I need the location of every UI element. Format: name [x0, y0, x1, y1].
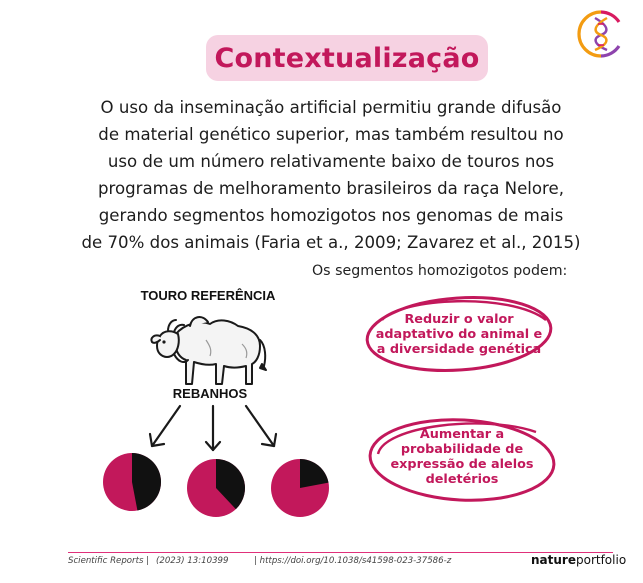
intro-line: de material genético superior, mas também resultou no [98, 125, 564, 144]
intro-paragraph [60, 94, 602, 256]
effect-line: adaptativo do animal e [375, 327, 543, 342]
effect-increase-text [364, 427, 560, 487]
effect-line: expressão de alelos [390, 457, 534, 472]
segments-label: Os segmentos homozigotos podem: [312, 263, 568, 279]
intro-line: programas de melhoramento brasileiros da raça Nelore, [97, 179, 564, 198]
intro-line: O uso da inseminação artificial permitiu grande difusão [100, 98, 562, 117]
pie-chart-herd-2 [185, 457, 247, 519]
page-title: Contextualização [214, 42, 480, 74]
touro-label: TOURO REFERÊNCIA [140, 288, 276, 303]
effect-line: Aumentar a [419, 427, 505, 442]
bull-icon [146, 300, 272, 392]
pie-chart-herd-1 [101, 451, 163, 513]
effect-reduce-text [360, 312, 558, 357]
intro-line: de 70% dos animais (Faria et a., 2009; Zavarez et al., 2015) [81, 233, 581, 252]
publisher-logo: natureportfolio [531, 553, 627, 567]
effect-line: deletérios [425, 472, 499, 487]
effect-line: Reduzir o valor [404, 312, 514, 327]
intro-line: gerando segmentos homozigotos nos genomas de mais [98, 206, 564, 225]
effect-line: a diversidade genética [376, 342, 542, 357]
dna-logo-icon [575, 8, 627, 60]
footer-doi[interactable]: | https://doi.org/10.1038/s41598-023-37586-z [254, 556, 452, 566]
footer-volume: (2023) 13:10399 [156, 556, 229, 566]
arrow-down-icon [206, 406, 220, 450]
effect-line: probabilidade de [400, 442, 524, 457]
footer-journal: Scientific Reports | [68, 556, 150, 566]
arrow-down-icon [150, 406, 180, 446]
rebanhos-label: REBANHOS [172, 386, 248, 401]
effect-increase [364, 414, 560, 506]
effect-reduce [360, 290, 558, 376]
arrow-down-icon [246, 406, 276, 446]
pie-black-slice [132, 453, 161, 510]
title-banner [206, 35, 488, 81]
intro-line: uso de um número relativamente baixo de touros nos [107, 152, 555, 171]
pie-chart-herd-3 [269, 457, 331, 519]
arrows-group [140, 402, 290, 454]
